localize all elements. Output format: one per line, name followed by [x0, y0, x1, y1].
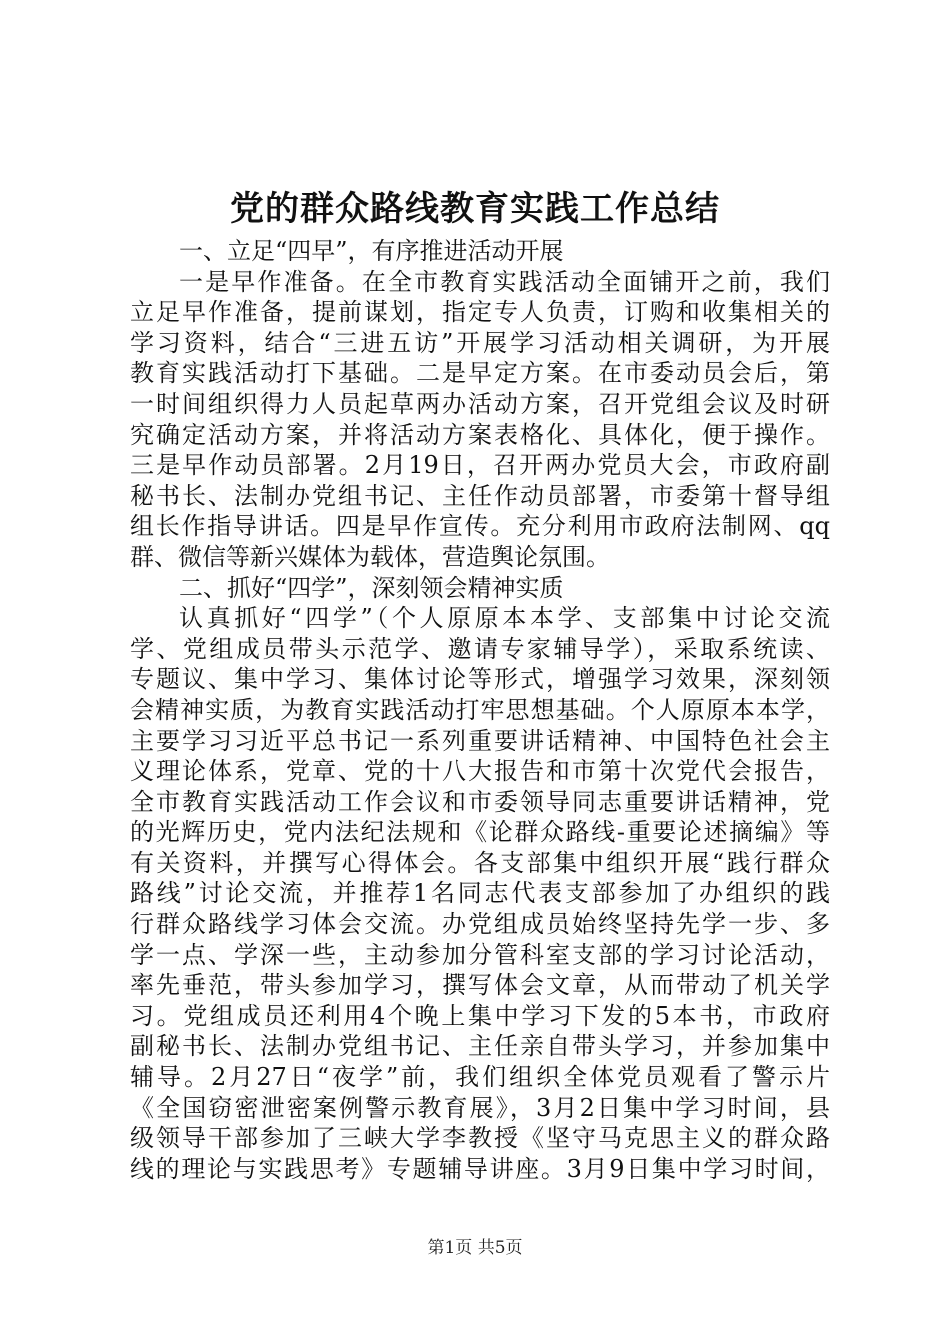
- paragraph-line: 习。党组成员还利用4个晚上集中学习下发的5本书，市政府: [130, 1001, 830, 1030]
- paragraph-line: 行群众路线学习体会交流。办党组成员始终坚持先学一步、多: [130, 910, 830, 939]
- paragraph-line: 学习资料，结合“三进五访”开展学习活动相关调研，为开展: [130, 328, 830, 357]
- paragraph-line: 秘书长、法制办党组书记、主任作动员部署，市委第十督导组: [130, 481, 830, 510]
- paragraph-line: 专题议、集中学习、集体讨论等形式，增强学习效果，深刻领: [130, 665, 830, 694]
- page-indicator: 第1页 共5页: [427, 1238, 523, 1258]
- paragraph-line: 组长作指导讲话。四是早作宣传。充分利用市政府法制网、qq: [130, 512, 830, 541]
- section-heading: 二、抓好“四学”，深刻领会精神实质: [179, 573, 564, 602]
- paragraph-line: 线的理论与实践思考》专题辅导讲座。3月9日集中学习时间，: [130, 1154, 830, 1183]
- paragraph-line: 三是早作动员部署。2月19日，召开两办党员大会，市政府副: [130, 451, 830, 480]
- paragraph-line: 路线”讨论交流，并推荐1名同志代表支部参加了办组织的践: [130, 879, 830, 908]
- paragraph-line: 主要学习习近平总书记一系列重要讲话精神、中国特色社会主: [130, 726, 830, 755]
- paragraph-line: 义理论体系，党章、党的十八大报告和市第十次党代会报告，: [130, 757, 830, 786]
- paragraph-line: 的光辉历史，党内法纪法规和《论群众路线-重要论述摘编》等: [130, 818, 830, 847]
- document-title: 党的群众路线教育实践工作总结: [230, 189, 720, 229]
- paragraph-line: 副秘书长、法制办党组书记、主任亲自带头学习，并参加集中: [130, 1032, 830, 1061]
- paragraph-line: 有关资料，并撰写心得体会。各支部集中组织开展“践行群众: [130, 848, 830, 877]
- paragraph-line: 会精神实质，为教育实践活动打牢思想基础。个人原原本本学，: [130, 695, 830, 724]
- paragraph-line: 一是早作准备。在全市教育实践活动全面铺开之前，我们: [179, 267, 830, 296]
- paragraph-line: 群、微信等新兴媒体为载体，营造舆论氛围。: [130, 542, 610, 571]
- paragraph-line: 认真抓好“四学”（个人原原本本学、支部集中讨论交流: [179, 604, 830, 633]
- paragraph-line: 率先垂范，带头参加学习，撰写体会文章，从而带动了机关学: [130, 971, 830, 1000]
- paragraph-line: 级领导干部参加了三峡大学李教授《坚守马克思主义的群众路: [130, 1124, 830, 1153]
- paragraph-line: 学、党组成员带头示范学、邀请专家辅导学），采取系统读、: [130, 634, 830, 663]
- paragraph-line: 立足早作准备，提前谋划，指定专人负责，订购和收集相关的: [130, 298, 830, 327]
- paragraph-line: 究确定活动方案，并将活动方案表格化、具体化，便于操作。: [130, 420, 830, 449]
- paragraph-line: 《全国窃密泄密案例警示教育展》，3月2日集中学习时间，县: [130, 1093, 830, 1122]
- paragraph-line: 辅导。2月27日“夜学”前，我们组织全体党员观看了警示片: [130, 1063, 830, 1092]
- document-body: [130, 236, 830, 1184]
- paragraph-line: 一时间组织得力人员起草两办活动方案，召开党组会议及时研: [130, 389, 830, 418]
- paragraph-line: 学一点、学深一些，主动参加分管科室支部的学习讨论活动，: [130, 940, 830, 969]
- paragraph-line: 教育实践活动打下基础。二是早定方案。在市委动员会后，第: [130, 359, 830, 388]
- paragraph-line: 全市教育实践活动工作会议和市委领导同志重要讲话精神，党: [130, 787, 830, 816]
- section-heading: 一、立足“四早”，有序推进活动开展: [179, 237, 564, 265]
